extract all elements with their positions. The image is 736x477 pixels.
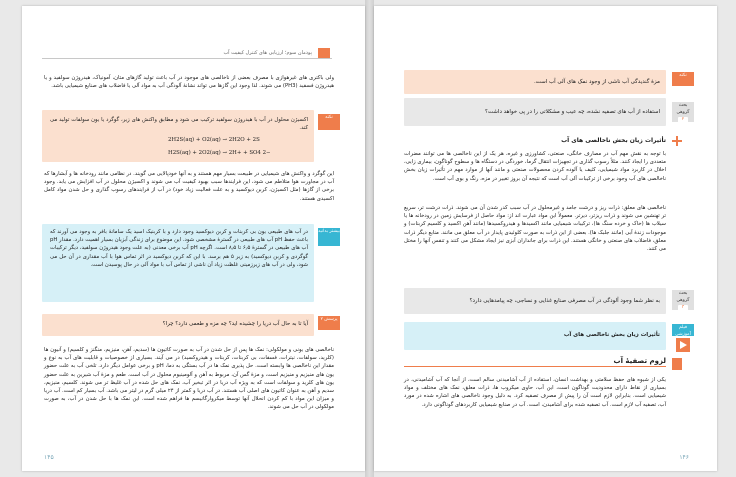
- discussion-tag-label-2: بحث گروهی: [676, 291, 690, 303]
- left-page: [22, 6, 365, 471]
- heading-marker: [672, 358, 682, 370]
- play-icon[interactable]: [676, 338, 690, 352]
- question-tag: پرسش ۲: [318, 316, 340, 330]
- page-number: ۱۴۵: [44, 454, 54, 461]
- discussion-number-2: ۳: [678, 305, 688, 311]
- discussion-text-2: به نظر شما وجود آلودگی در آب مصرفی صنایع غذایی و نساجی، چه پیامدهایی دارد؟: [469, 298, 660, 304]
- section-title: تأثیرات زیان بخش ناخالصی های آب: [561, 137, 666, 144]
- formula-1: 2H2S(aq) + O2(aq) → 2H2O + 2S: [168, 137, 260, 143]
- section-plus-icon: [672, 136, 682, 146]
- heading-rule: [404, 366, 666, 367]
- note-tag: نکته: [672, 72, 694, 86]
- discussion-tag-2: [672, 290, 694, 310]
- info-tag: بیشتر بدانید: [318, 228, 340, 246]
- paragraph-2: این گوگرد و واکنش های شیمیایی در طبیعت بسیار مهم هستند و به آنها خودپالایی می گویند. در نظامی مانند رودخانه ها و آبشارها که آب در مجاورت هوا متلاطم می شود، این فرایندها سبب بهبود کیفیت آب می شوند و اکسیژن محلول در آب افزایش می یابد. وجود برخی از گازها (مثل اکسیژن، کربن دیوکسید و به علت فعالیت زیاد خود) در آب از فرایندهای رسوب گذاری و حل شدن مواد کامل اکسیدی هستند.: [44, 171, 334, 202]
- note-text: مزهٔ گندیدگی آب ناشی از وجود نمک های آلی آب است.: [533, 79, 660, 85]
- discussion-tag: [672, 102, 694, 122]
- film-title[interactable]: تأثیرات زیان بخش ناخالصی های آب: [563, 332, 660, 338]
- discussion-number: ۲: [678, 117, 688, 123]
- note-tag: نکته: [318, 114, 340, 130]
- header-marker: [318, 48, 330, 58]
- book-gutter: [365, 0, 374, 477]
- question-text: آیا تا به حال آب دریا را چشیده اید؟ چه مزه و طعمی دارد؟ چرا؟: [162, 321, 308, 327]
- info-text: در آب های طبیعی یون بی کربنات و کربن دیوکسید وجود دارد و با کربنیک اسید یک سامانهٔ بافر به وجود می آورند که باعث حفظ pH آب های طبیعی در گسترهٔ مشخصی شود. این موضوع برای زندگی آبزیان بسیار اهمیت دارد. مقدار pH آب های طبیعی در گسترهٔ ۶٫۵ تا ۸٫۵ است. اگرچه pH آب برخی معدنی (به علت وجود هیدروژن سولفید، دیگر ترکیبات گوگردی و کربن دیوکسید) به زیر ۵ هم برسد. با این که کربن دیوکسید در اثر تماس هوا با آب مقداری در آن حل می شود، ولی در آب های زیرزمینی غلظت زیاد آن ناشی از تماس آب با مواد آلی در حال پوسیدن است.: [50, 229, 308, 268]
- paragraph-3: ناخالصی های یونی و مولکولی: نمک ها پس از حل شدن در آب به صورت کاتیون ها (سدیم، آهن، منیزیم، منگنز و کلسیم) و آنیون ها (کلرید، سولفات، نیترات، فسفات، بی کربنات، کربنات و هیدروکسید) در می آیند. بسیاری از خصوصیات و قابلیت های آب به نوع و مقدار این ناخالصی ها وابسته است. حل پذیری نمک ها در آب بستگی به دما، pH و برخی عوامل دیگر دارد. تلخی آب به علت حضور یون های منیزیم و منیزیم است، و مزهٔ گس آن، مربوط به آهن و آلومینیوم محلول در آب است. طعم و مزهٔ آب شیرین به علت حضور یون های کلرید و سولفات است که به ویژه آب دریا در اثر تبخیر آب، نمک های حل شده در آب غلیظ تر می شوند. کلسیم، منیزیم، سدیم و آهن به عنوان کاتیون های اصلی آب هستند. در آب دریا و کمتر از ۲۴ میلی گرم در لیتر می باشد. آب بسیار کم است. آب دریا و میزان این مواد با کم کردن انحلال آنها توسط میکروارگانیسم ها فراهم شده است. این نمک ها با حل شدن در آب، به صورت مولکولی در آب حل می شوند.: [44, 347, 334, 411]
- heading-paragraph: یکی از شیوه های حفظ سلامتی و بهداشت انسان، استفاده از آب آشامیدنی سالم است، از آنجا که آب آشامیدنی، در بسیاری از نقاط دارای محدودیت گوناگون است، این آب، حاوی میکروب ها، ذرات معلق، نمک های مختلف و مواد شیمیایی است. بنابراین لازم است آن را پیش از مصرف تصفیه کرد. به دلیل وجود ناخالصی های اشاره شده در مورد آب، تصفیه آب لازم است. آب تصفیه شده برای آشامیدن، است. آب در صنایع شیمیایی کاربردهای گوناگونی دارد.: [404, 377, 666, 408]
- formula-2: H2S(aq) + 2O2(aq) → 2H+ + SO4 2−: [168, 150, 271, 156]
- section-heading: لزوم تصفیهٔ آب: [613, 357, 666, 365]
- discussion-text: استفاده از آب های تصفیه نشده، چه عیب و مشکلاتی را در پی خواهد داشت؟: [484, 109, 660, 115]
- section-paragraph-2: ناخالصی های معلق: ذرات ریز و درشت جامد و غیرمحلول در آب سبب کدر شدن آن می شوند. ذرات درشت تر، سریع تر تهنشین می شوند و ذرات ریزتر، دیرتر. معمولاً این مواد عبارت اند از: مواد حاصل از فرسایش زمین در رودخانه ها یا سیلاب ها (خاک و خرده سنگ ها)، ترکیبات شیمیایی مانند اکسیدها و هیدروکسیدها (مانند آهن اکسید و کلسیم کربنات) و موجودات زندهٔ آبی (مانند جلبک ها). بعضی از این ذرات به صورت کلوئیدی پایدار در آب معلق می مانند. منابع دیگر ذرات معلق، فاضلاب های صنعتی و خانگی هستند. این ذرات برای جانداران آبزی نیز ایجاد مشکل می کنند و تنفس آنها را مختل می کنند.: [404, 205, 666, 253]
- page-number: ۱۴۶: [679, 454, 689, 461]
- page-header: پودمان سوم؛ ارزیابی های کنترل کیفیت آب: [223, 50, 312, 56]
- note-text: اکسیژن محلول در آب با هیدروژن سولفید ترکیب می شود و مطابق واکنش های زیر، گوگرد یا یون سولفات تولید می کند.: [50, 117, 308, 132]
- right-page: [374, 6, 717, 471]
- discussion-tag-label: بحث گروهی: [676, 103, 690, 115]
- intro-paragraph: ولی باکتری های غیرهوازی با مصرف بعضی از ناخالصی های موجود در آب باعث تولید گازهای متان، آمونیاک، هیدروژن سولفید و یا هیدروژن فسفید (PH3) می شوند. لذا وجود این گازها می تواند نشانهٔ آلودگی آب به مواد آلی یا فاضلاب های صنایع شیمیایی باشد.: [44, 75, 334, 90]
- header-divider: [42, 58, 332, 59]
- film-tag: فیلم آموزشی: [672, 324, 694, 336]
- section-paragraph: با توجه به نقش مهم آب در مصارف خانگی، صنعتی، کشاورزی و غیره، هر یک از این ناخالصی ها می توانند مضرات متعددی را ایجاد کنند. مثلاً رسوب گذاری در تجهیزات انتقال گرما، خوردگی در دستگاه ها و سطوح گوناگون، بیماری زایی، اخلال در کاربرد مواد شیمیایی، کثیف یا آلوده کردن محصولات صنعتی و مانند آنها از موارد مهم در تأثیرات زیان بخش ناخالصی های آب وجود برخی از ترکیبات آلی آب است که نتیجه آن بروز تغییر در مزه، رنگ و بوی آب است.: [404, 151, 666, 182]
